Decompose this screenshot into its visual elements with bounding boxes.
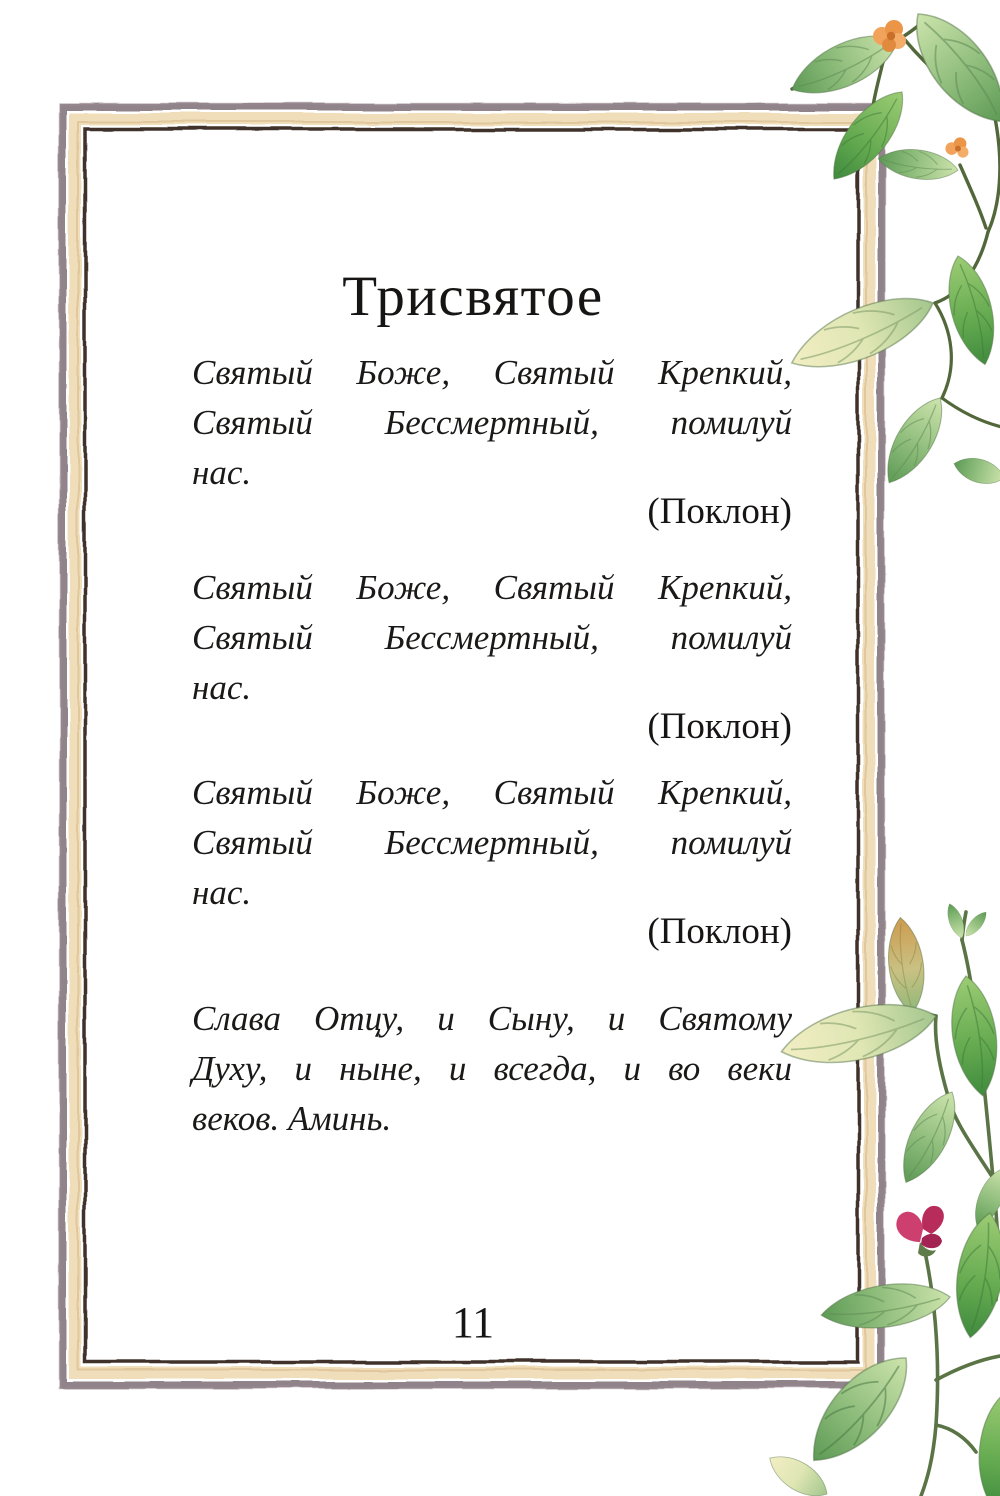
page-number: 11: [451, 1298, 495, 1347]
prayer-line: Святый Боже, Святый Крепкий,: [192, 353, 792, 392]
gloria-line: Слава Отцу, и Сыну, и Святому: [192, 999, 792, 1038]
bow-note: (Поклон): [647, 911, 792, 952]
prayer-block-3: [192, 768, 792, 956]
prayer-line: Святый Боже, Святый Крепкий,: [192, 773, 792, 812]
prayer-line: нас.: [192, 873, 252, 912]
bow-note: (Поклон): [647, 706, 792, 747]
gloria-block: [192, 994, 792, 1144]
prayer-block-1: [192, 348, 792, 536]
gloria-line: веков. Аминь.: [192, 1099, 392, 1138]
prayer-line: Святый Боже, Святый Крепкий,: [192, 568, 792, 607]
gloria-line: Духу, и ныне, и всегда, и во веки: [192, 1049, 792, 1088]
prayer-line: Святый Бессмертный, помилуй: [192, 403, 792, 442]
prayer-block-2: [192, 563, 792, 751]
page-title: Трисвятое: [342, 265, 604, 329]
prayer-line: Святый Бессмертный, помилуй: [192, 618, 792, 657]
bow-note: (Поклон): [647, 491, 792, 532]
prayer-line: Святый Бессмертный, помилуй: [192, 823, 792, 862]
prayer-line: нас.: [192, 453, 252, 492]
prayer-line: нас.: [192, 668, 252, 707]
